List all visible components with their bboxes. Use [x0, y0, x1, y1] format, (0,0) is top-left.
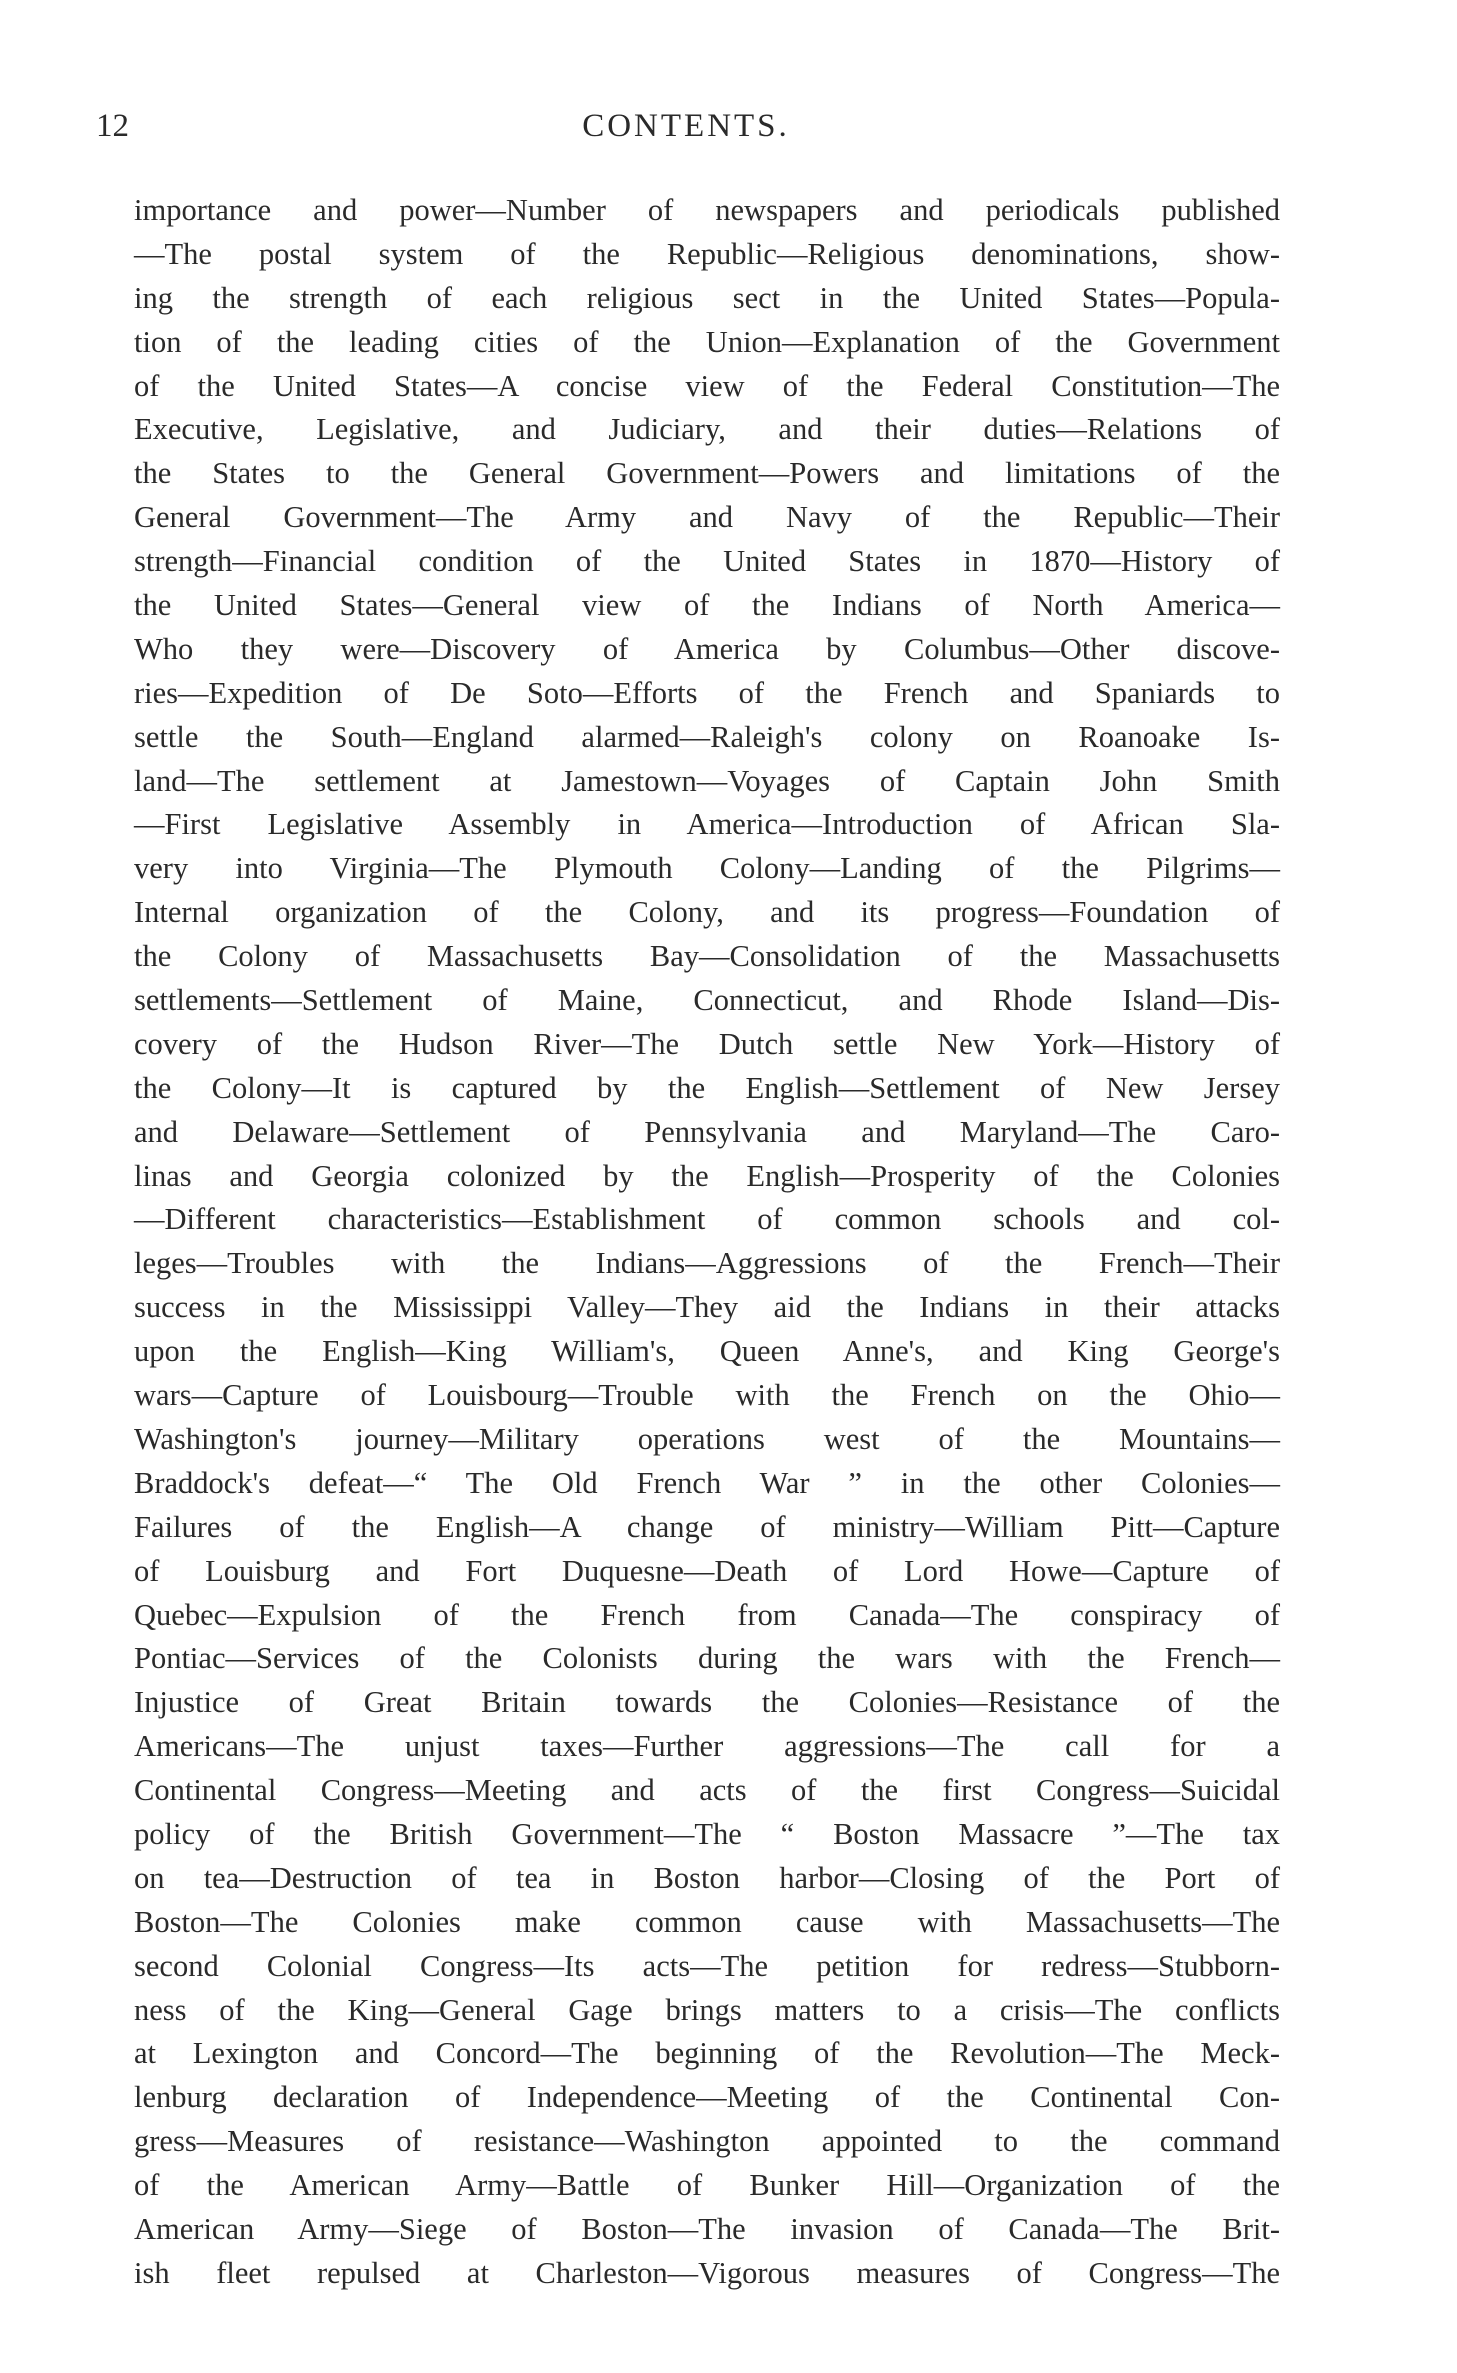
text-line: at Lexington and Concord—The beginning of the Revolution—The Meck-: [134, 2036, 1280, 2071]
text-line: on tea—Destruction of tea in Boston harbor—Closing of the Port of: [134, 1860, 1280, 1895]
text-line: ness of the King—General Gage brings matters to a crisis—The conflicts: [134, 1992, 1280, 2027]
text-line: success in the Mississippi Valley—They aid the Indians in their attacks: [134, 1290, 1280, 1325]
text-line: Failures of the English—A change of ministry—William Pitt—Capture: [134, 1509, 1280, 1544]
text-line: Boston—The Colonies make common cause with Massachusetts—The: [134, 1904, 1280, 1939]
text-line: covery of the Hudson River—The Dutch settle New York—History of: [134, 1026, 1280, 1061]
text-line: Quebec—Expulsion of the French from Canada—The conspiracy of: [134, 1597, 1280, 1632]
text-line: Americans—The unjust taxes—Further aggressions—The call for a: [134, 1729, 1280, 1764]
contents-body-text: [134, 189, 1280, 2296]
text-line: ing the strength of each religious sect in the United States—Popula-: [134, 280, 1280, 315]
text-line: ish fleet repulsed at Charleston—Vigorous measures of Congress—The: [134, 2255, 1280, 2290]
text-line: Executive, Legislative, and Judiciary, and their duties—Relations of: [134, 412, 1280, 447]
text-line: ries—Expedition of De Soto—Efforts of the French and Spaniards to: [134, 675, 1280, 710]
text-line: wars—Capture of Louisbourg—Trouble with the French on the Ohio—: [134, 1378, 1280, 1413]
text-line: —First Legislative Assembly in America—Introduction of African Sla-: [134, 807, 1280, 842]
text-line: very into Virginia—The Plymouth Colony—Landing of the Pilgrims—: [134, 851, 1280, 886]
text-line: American Army—Siege of Boston—The invasion of Canada—The Brit-: [134, 2211, 1280, 2246]
text-line: linas and Georgia colonized by the English—Prosperity of the Colonies: [134, 1158, 1280, 1193]
text-line: and Delaware—Settlement of Pennsylvania and Maryland—The Caro-: [134, 1114, 1280, 1149]
text-line: Who they were—Discovery of America by Columbus—Other discove-: [134, 631, 1280, 666]
text-line: of the American Army—Battle of Bunker Hill—Organization of the: [134, 2168, 1280, 2203]
text-line: the United States—General view of the Indians of North America—: [134, 588, 1280, 623]
text-line: tion of the leading cities of the Union—Explanation of the Government: [134, 324, 1280, 359]
text-line: importance and power—Number of newspapers and periodicals published: [134, 193, 1280, 227]
running-head: CONTENTS.: [582, 108, 790, 144]
text-line: General Government—The Army and Navy of the Republic—Their: [134, 500, 1280, 535]
text-line: policy of the British Government—The “ Boston Massacre ”—The tax: [134, 1816, 1280, 1851]
text-line: the Colony—It is captured by the English—Settlement of New Jersey: [134, 1070, 1280, 1105]
text-line: Braddock's defeat—“ The Old French War ” in the other Colonies—: [134, 1465, 1280, 1500]
text-line: settlements—Settlement of Maine, Connecticut, and Rhode Island—Dis-: [134, 983, 1280, 1018]
text-line: —The postal system of the Republic—Religious denominations, show-: [134, 236, 1280, 271]
text-line: —Different characteristics—Establishment of common schools and col-: [134, 1202, 1280, 1237]
text-line: upon the English—King William's, Queen Anne's, and King George's: [134, 1334, 1280, 1369]
text-line: the States to the General Government—Powers and limitations of the: [134, 456, 1280, 491]
text-line: of Louisburg and Fort Duquesne—Death of Lord Howe—Capture of: [134, 1553, 1280, 1588]
text-line: lenburg declaration of Independence—Meeting of the Continental Con-: [134, 2080, 1280, 2115]
text-line: of the United States—A concise view of the Federal Constitution—The: [134, 368, 1280, 403]
text-line: Washington's journey—Military operations west of the Mountains—: [134, 1421, 1280, 1456]
page-number: 12: [96, 108, 129, 144]
text-line: settle the South—England alarmed—Raleigh's colony on Roanoake Is-: [134, 719, 1280, 754]
page-header: [96, 108, 1276, 148]
text-line: the Colony of Massachusetts Bay—Consolidation of the Massachusetts: [134, 939, 1280, 974]
text-line: second Colonial Congress—Its acts—The petition for redress—Stubborn-: [134, 1948, 1280, 1983]
text-line: gress—Measures of resistance—Washington appointed to the command: [134, 2124, 1280, 2159]
text-line: Continental Congress—Meeting and acts of the first Congress—Suicidal: [134, 1773, 1280, 1808]
text-line: land—The settlement at Jamestown—Voyages of Captain John Smith: [134, 763, 1280, 798]
text-line: Injustice of Great Britain towards the Colonies—Resistance of the: [134, 1685, 1280, 1720]
text-line: Pontiac—Services of the Colonists during the wars with the French—: [134, 1641, 1280, 1676]
text-line: Internal organization of the Colony, and its progress—Foundation of: [134, 895, 1280, 930]
text-line: strength—Financial condition of the United States in 1870—History of: [134, 544, 1280, 579]
text-line: leges—Troubles with the Indians—Aggressions of the French—Their: [134, 1246, 1280, 1281]
